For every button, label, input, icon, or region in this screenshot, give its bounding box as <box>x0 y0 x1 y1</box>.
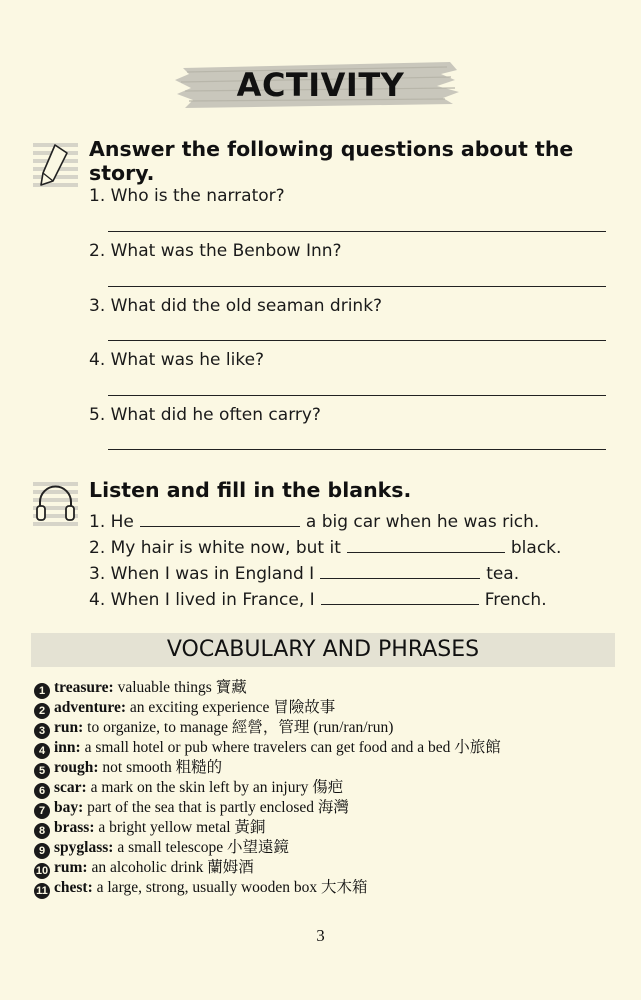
vocab-item <box>34 698 501 718</box>
fill-blank-item-4 <box>89 589 547 610</box>
vocab-term: rum: <box>54 859 88 876</box>
blank-field-4[interactable] <box>321 589 479 605</box>
number-badge: 7 <box>34 803 50 819</box>
answer-line-2[interactable] <box>108 286 606 287</box>
vocab-definition: a bright yellow metal 黃銅 <box>94 819 266 836</box>
vocab-item <box>34 758 501 778</box>
fill-blank-text: 4. When I lived in France, I <box>89 590 315 610</box>
question-4: 4. What was he like? <box>89 350 265 370</box>
number-badge: 10 <box>35 865 49 877</box>
vocab-term: rough: <box>54 759 99 776</box>
fill-blank-item-1 <box>89 511 539 532</box>
vocab-definition: valuable things 寶藏 <box>113 679 247 696</box>
number-badge: 11 <box>34 883 50 899</box>
headphones-icon <box>33 480 78 528</box>
vocab-item <box>34 738 501 758</box>
vocab-definition: a small hotel or pub where travelers can get food and a bed 小旅館 <box>80 739 501 756</box>
vocab-term: bay: <box>54 799 84 816</box>
vocab-item <box>34 718 501 738</box>
vocab-term: spyglass: <box>54 839 114 856</box>
question-3: 3. What did the old seaman drink? <box>89 296 383 316</box>
vocab-item <box>34 678 501 698</box>
question-1: 1. Who is the narrator? <box>89 186 285 206</box>
question-2: 2. What was the Benbow Inn? <box>89 241 342 261</box>
number-badge: 4 <box>34 743 50 759</box>
number-badge: 8 <box>34 823 50 839</box>
number-badge: 3 <box>34 723 50 739</box>
fill-blank-item-2 <box>89 537 561 558</box>
vocab-definition: part of the sea that is partly enclosed 海灣 <box>83 799 349 816</box>
vocab-definition: a large, strong, usually wooden box 大木箱 <box>92 879 368 896</box>
vocab-item <box>34 798 501 818</box>
vocab-item <box>34 778 501 798</box>
page-number: 3 <box>316 926 325 945</box>
blank-field-2[interactable] <box>347 537 505 553</box>
vocab-term: run: <box>54 719 84 736</box>
blank-field-1[interactable] <box>140 511 300 527</box>
answer-line-4[interactable] <box>108 395 606 396</box>
answer-line-1[interactable] <box>108 231 606 232</box>
vocab-definition: to organize, to manage 經營，管理 (run/ran/run) <box>83 719 394 736</box>
vocab-term: chest: <box>54 879 93 896</box>
vocabulary-list <box>34 678 501 898</box>
fill-blank-item-3 <box>89 563 519 584</box>
vocab-term: brass: <box>54 819 95 836</box>
vocab-item <box>34 858 501 878</box>
fill-blank-text: 2. My hair is white now, but it <box>89 538 341 558</box>
answer-line-3[interactable] <box>108 340 606 341</box>
answer-line-5[interactable] <box>108 449 606 450</box>
number-badge: 2 <box>34 703 50 719</box>
vocab-definition: not smooth 粗糙的 <box>98 759 223 776</box>
fill-blank-text: black. <box>510 538 562 558</box>
vocab-term: scar: <box>54 779 87 796</box>
vocabulary-title: VOCABULARY AND PHRASES <box>166 637 480 662</box>
vocab-definition: a mark on the skin left by an injury 傷疤 <box>86 779 344 796</box>
section-heading-listen: Listen and fill in the blanks. <box>89 478 412 502</box>
number-badge: 9 <box>34 843 50 859</box>
blank-field-3[interactable] <box>320 563 480 579</box>
vocab-definition: a small telescope 小望遠鏡 <box>113 839 290 856</box>
fill-blank-text: 1. He <box>89 512 134 532</box>
question-5: 5. What did he often carry? <box>89 405 321 425</box>
section-heading-questions: Answer the following questions about the story. <box>89 137 574 185</box>
fill-blank-text: a big car when he was rich. <box>305 512 540 532</box>
vocab-definition: an alcoholic drink 蘭姆酒 <box>87 859 254 876</box>
number-badge: 5 <box>34 763 50 779</box>
number-badge: 1 <box>34 683 50 699</box>
vocab-definition: an exciting experience 冒險故事 <box>126 699 336 716</box>
vocab-term: adventure: <box>54 699 127 716</box>
fill-blank-text: 3. When I was in England I <box>89 564 315 584</box>
fill-blank-text: French. <box>484 590 547 610</box>
vocab-item <box>34 878 501 898</box>
vocab-term: inn: <box>54 739 81 756</box>
vocab-item <box>34 838 501 858</box>
pencil-icon <box>33 141 78 189</box>
activity-title: ACTIVITY <box>236 66 405 104</box>
vocab-item <box>34 818 501 838</box>
number-badge: 6 <box>34 783 50 799</box>
vocab-term: treasure: <box>54 679 114 696</box>
fill-blank-text: tea. <box>486 564 520 584</box>
